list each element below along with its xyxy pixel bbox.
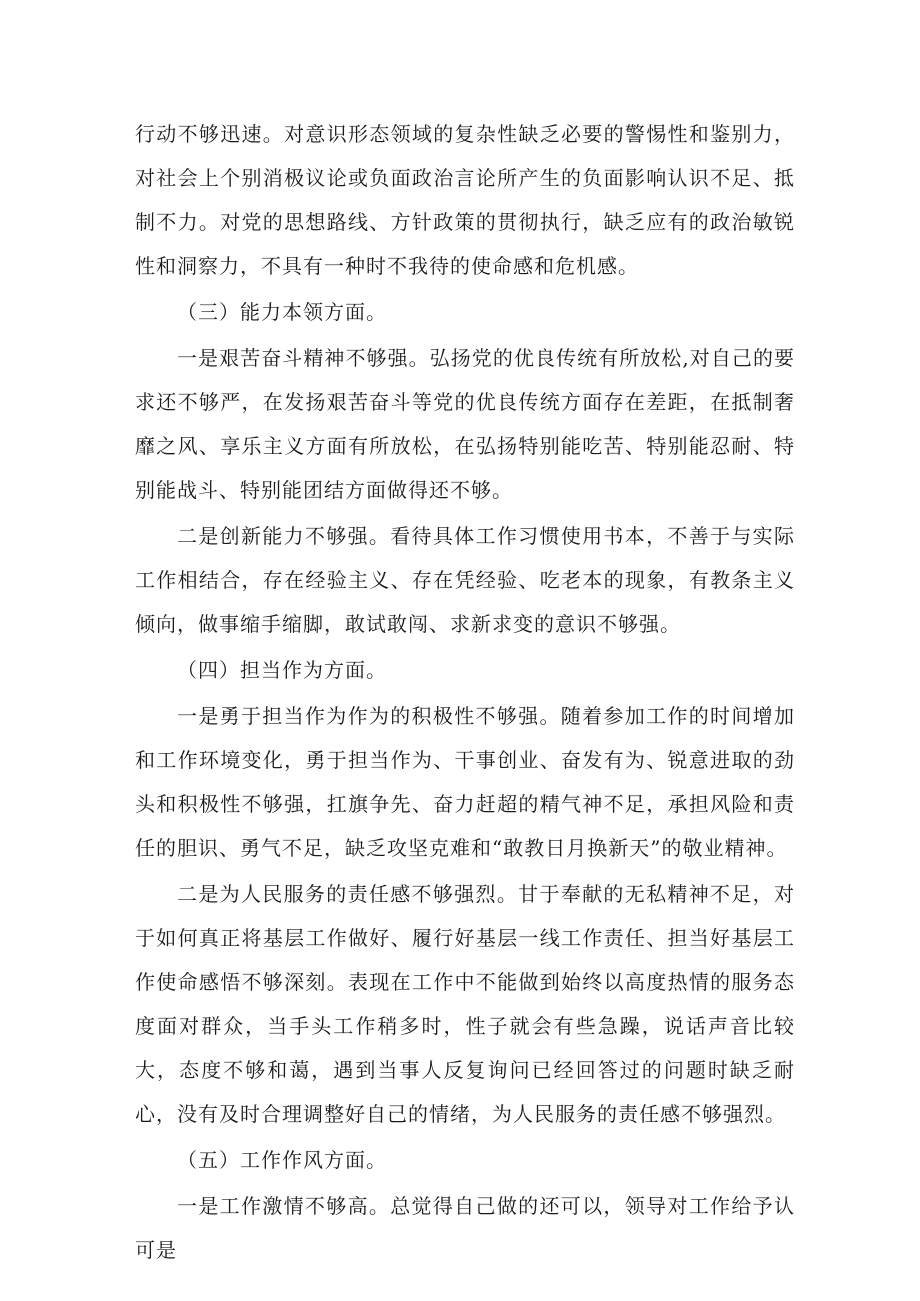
document-body bbox=[135, 112, 795, 1274]
section-heading-responsibility: （四）担当作为方面。 bbox=[177, 658, 387, 682]
paragraph: 一是勇于担当作为作为的积极性不够强。随着参加工作的时间增加和工作环境变化，勇于担当作为、干事创业、奋发有为、锐意进取的劲头和积极性不够强，扛旗争先、奋力赶超的精气神不足，承担风险和责任的胆识、勇气不足，缺乏攻坚克难和“敢教日月换新天”的敬业精神。 bbox=[135, 704, 795, 860]
paragraph: 一是工作激情不够高。总觉得自己做的还可以，领导对工作给予认可是 bbox=[135, 1194, 795, 1262]
section-heading-ability: （三）能力本领方面。 bbox=[177, 300, 387, 324]
paragraph: 二是创新能力不够强。看待具体工作习惯使用书本，不善于与实际工作相结合，存在经验主义、存在凭经验、吃老本的现象，有教条主义倾向，做事缩手缩脚，敢试敢闯、求新求变的意识不够强。 bbox=[135, 524, 795, 636]
section-heading-work-style: （五）工作作风方面。 bbox=[177, 1148, 387, 1172]
paragraph: 二是为人民服务的责任感不够强烈。甘于奉献的无私精神不足，对于如何真正将基层工作做好、履行好基层一线工作责任、担当好基层工作使命感悟不够深刻。表现在工作中不能做到始终以高度热情的服务态度面对群众，当手头工作稍多时，性子就会有些急躁，说话声音比较大，态度不够和蔼，遇到当事人反复询问已经回答过的问题时缺乏耐心，没有及时合理调整好自己的情绪，为人民服务的责任感不够强烈。 bbox=[135, 882, 795, 1126]
paragraph-continued: 行动不够迅速。对意识形态领域的复杂性缺乏必要的警惕性和鉴别力，对社会上个别消极议论或负面政治言论所产生的负面影响认识不足、抵制不力。对党的思想路线、方针政策的贯彻执行，缺乏应有的政治敏锐性和洞察力，不具有一种时不我待的使命感和危机感。 bbox=[135, 122, 795, 278]
paragraph: 一是艰苦奋斗精神不够强。弘扬党的优良传统有所放松,对自己的要求还不够严，在发扬艰苦奋斗等党的优良传统方面存在差距，在抵制奢靡之风、享乐主义方面有所放松，在弘扬特别能吃苦、特别能忍耐、特别能战斗、特别能团结方面做得还不够。 bbox=[135, 346, 795, 502]
